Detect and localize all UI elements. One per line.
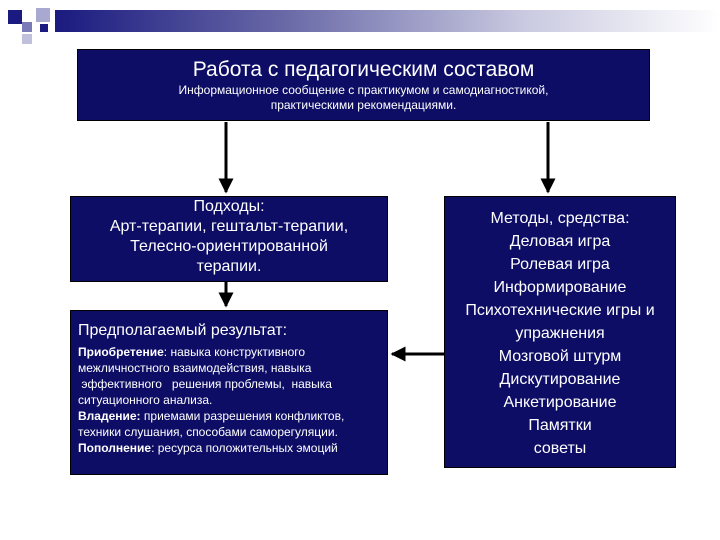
replenish-label: Пополнение [78,441,152,455]
methods-item: Ролевая игра [510,256,610,273]
methods-item: Памятки [528,417,592,434]
acquisition-label: Приобретение [78,345,164,359]
result-line: ситуационного анализа. [78,393,213,407]
result-box [70,310,388,475]
mastery-label: Владение: [78,409,141,423]
result-line: эффективного решения проблемы, навыка [78,377,332,391]
methods-item: Психотехнические игры и [465,302,655,319]
methods-item: Мозговой штурм [498,348,622,365]
subtitle-line: практическими рекомендациями. [270,98,457,112]
methods-item: Анкетирование [503,394,617,411]
methods-box [444,196,676,468]
acquisition-text: : навыка конструктивного [163,345,306,359]
approaches-heading: Подходы: [193,198,265,215]
result-acquisition [78,344,387,360]
result-heading: Предполагаемый результат: [78,322,288,339]
result-replenish [78,440,387,456]
mastery-text: приемами разрешения конфликтов, [140,409,345,423]
title-box [77,49,650,121]
methods-item: Информирование [493,279,627,296]
approaches-line: терапии. [196,258,262,275]
title-subtitle [78,83,649,113]
result-line: техники слушания, способами саморегуляции. [78,425,338,439]
replenish-text: : ресурса положительных эмоций [151,441,338,455]
methods-item: советы [533,440,587,457]
approaches-line: Телесно-ориентированной [130,238,328,255]
methods-heading: Методы, средства: [490,210,630,227]
result-line: межличностного взаимодействия, навыка [78,361,312,375]
approaches-box [70,196,388,282]
subtitle-line: Информационное сообщение с практикумом и самодиагностикой, [178,83,549,97]
title-heading: Работа с педагогическим составом [192,58,535,81]
methods-item: Деловая игра [509,233,611,250]
result-mastery [78,408,387,424]
methods-item: упражнения [515,325,605,342]
methods-item: Дискутирование [499,371,621,388]
approaches-line: Арт-терапии, гештальт-терапии, [109,218,349,235]
